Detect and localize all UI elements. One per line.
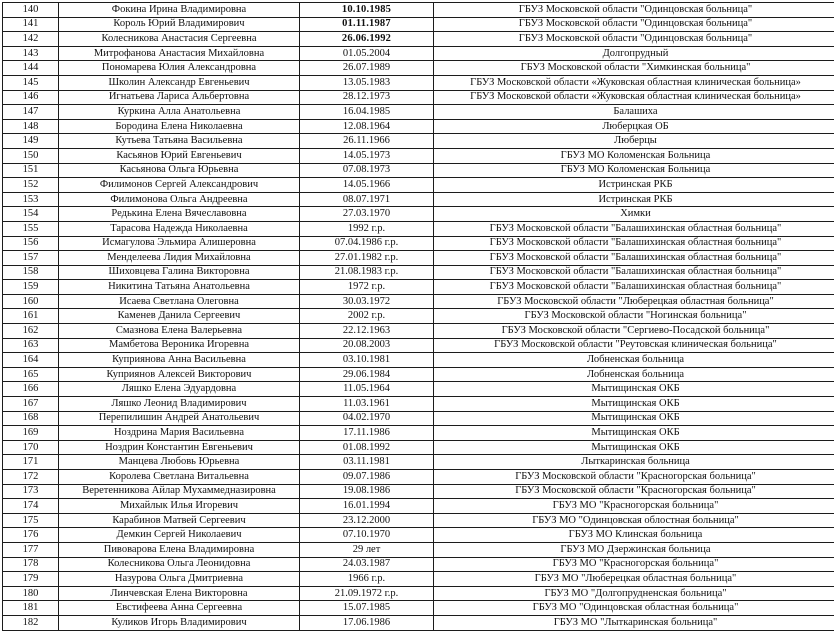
- row-number: 143: [3, 46, 59, 61]
- organization: ГБУЗ Московской области "Балашихинская областная больница": [434, 280, 834, 295]
- row-number: 168: [3, 411, 59, 426]
- organization: ГБУЗ МО "Люберецкая областная больница": [434, 572, 834, 587]
- table-row: [3, 105, 834, 120]
- row-number: 150: [3, 148, 59, 163]
- person-name: Ляшко Леонид Владимирович: [59, 397, 300, 412]
- person-name: Король Юрий Владимирович: [59, 17, 300, 32]
- organization: ГБУЗ Московской области "Сергиево-Посадской больница": [434, 324, 834, 339]
- organization: ГБУЗ МО "Красногорская больница": [434, 499, 834, 514]
- organization: Химки: [434, 207, 834, 222]
- organization: ГБУЗ Московской области "Балашихинская областная больница": [434, 236, 834, 251]
- row-number: 159: [3, 280, 59, 295]
- person-name: Каменев Данила Сергеевич: [59, 309, 300, 324]
- organization: Лыткаринская больница: [434, 455, 834, 470]
- row-number: 148: [3, 119, 59, 134]
- organization: ГБУЗ Московской области "Реутовская клиническая больница": [434, 338, 834, 353]
- row-number: 173: [3, 484, 59, 499]
- row-number: 152: [3, 178, 59, 193]
- birth-date: 1966 г.р.: [300, 572, 434, 587]
- table-row: [3, 192, 834, 207]
- row-number: 165: [3, 367, 59, 382]
- birth-date: 17.11.1986: [300, 426, 434, 441]
- row-number: 174: [3, 499, 59, 514]
- organization: ГБУЗ Московской области "Ногинская больница": [434, 309, 834, 324]
- person-name: Куприянов Алексей Викторович: [59, 367, 300, 382]
- birth-date: 12.08.1964: [300, 119, 434, 134]
- organization: ГБУЗ Московской области "Химкинская больница": [434, 61, 834, 76]
- row-number: 146: [3, 90, 59, 105]
- row-number: 171: [3, 455, 59, 470]
- person-name: Никитина Татьяна Анатольевна: [59, 280, 300, 295]
- person-name: Куркина Алла Анатольевна: [59, 105, 300, 120]
- organization: ГБУЗ Московской области "Одинцовская больница": [434, 17, 834, 32]
- birth-date: 14.05.1966: [300, 178, 434, 193]
- table-row: [3, 440, 834, 455]
- row-number: 177: [3, 542, 59, 557]
- table-row: [3, 557, 834, 572]
- person-name: Фокина Ирина Владимировна: [59, 3, 300, 18]
- table-row: [3, 119, 834, 134]
- birth-date: 14.05.1973: [300, 148, 434, 163]
- birth-date: 03.11.1981: [300, 455, 434, 470]
- row-number: 181: [3, 601, 59, 616]
- row-number: 164: [3, 353, 59, 368]
- row-number: 160: [3, 294, 59, 309]
- birth-date: 20.08.2003: [300, 338, 434, 353]
- person-name: Тарасова Надежда Николаевна: [59, 221, 300, 236]
- birth-date: 17.06.1986: [300, 615, 434, 630]
- table-row: [3, 470, 834, 485]
- row-number: 141: [3, 17, 59, 32]
- birth-date: 19.08.1986: [300, 484, 434, 499]
- table-row: [3, 309, 834, 324]
- table-row: [3, 615, 834, 630]
- person-name: Школин Александр Евгеньевич: [59, 75, 300, 90]
- organization: Мытищинская ОКБ: [434, 411, 834, 426]
- table-row: [3, 61, 834, 76]
- row-number: 151: [3, 163, 59, 178]
- table-row: [3, 324, 834, 339]
- table-row: [3, 426, 834, 441]
- person-name: Касьянов Юрий Евгеньевич: [59, 148, 300, 163]
- person-name: Митрофанова Анастасия Михайловна: [59, 46, 300, 61]
- row-number: 178: [3, 557, 59, 572]
- row-number: 144: [3, 61, 59, 76]
- organization: ГБУЗ Московской области "Красногорская больница": [434, 484, 834, 499]
- person-name: Михайлык Илья Игоревич: [59, 499, 300, 514]
- row-number: 167: [3, 397, 59, 412]
- table-row: [3, 178, 834, 193]
- row-number: 175: [3, 513, 59, 528]
- birth-date: 27.01.1982 г.р.: [300, 251, 434, 266]
- organization: ГБУЗ МО "Долгопрудненская больница": [434, 586, 834, 601]
- person-name: Бородина Елена Николаевна: [59, 119, 300, 134]
- people-table: [2, 2, 834, 631]
- row-number: 163: [3, 338, 59, 353]
- organization: Мытищинская ОКБ: [434, 426, 834, 441]
- row-number: 142: [3, 32, 59, 47]
- birth-date: 21.08.1983 г.р.: [300, 265, 434, 280]
- organization: Лобненская больница: [434, 353, 834, 368]
- birth-date: 26.06.1992: [300, 32, 434, 47]
- table-row: [3, 455, 834, 470]
- organization: ГБУЗ Московской области «Жуковская областная клиническая больница»: [434, 90, 834, 105]
- person-name: Исмагулова Эльмира Алишеровна: [59, 236, 300, 251]
- person-name: Перепилишин Андрей Анатольевич: [59, 411, 300, 426]
- table-row: [3, 221, 834, 236]
- table-row: [3, 251, 834, 266]
- organization: Лобненская больница: [434, 367, 834, 382]
- person-name: Веретенникова Айлар Мухаммедназировна: [59, 484, 300, 499]
- table-row: [3, 499, 834, 514]
- table-row: [3, 280, 834, 295]
- table-row: [3, 513, 834, 528]
- birth-date: 29 лет: [300, 542, 434, 557]
- birth-date: 22.12.1963: [300, 324, 434, 339]
- person-name: Пономарева Юлия Александровна: [59, 61, 300, 76]
- organization: ГБУЗ Московской области "Одинцовская больница": [434, 3, 834, 18]
- birth-date: 23.12.2000: [300, 513, 434, 528]
- birth-date: 1972 г.р.: [300, 280, 434, 295]
- organization: ГБУЗ МО Коломенская Больница: [434, 148, 834, 163]
- table-row: [3, 90, 834, 105]
- organization: ГБУЗ Московской области "Одинцовская больница": [434, 32, 834, 47]
- organization: ГБУЗ МО Клинская больница: [434, 528, 834, 543]
- row-number: 154: [3, 207, 59, 222]
- table-row: [3, 484, 834, 499]
- organization: ГБУЗ Московской области "Балашихинская областная больница": [434, 251, 834, 266]
- person-name: Исаева Светлана Олеговна: [59, 294, 300, 309]
- row-number: 147: [3, 105, 59, 120]
- birth-date: 08.07.1971: [300, 192, 434, 207]
- person-name: Колесникова Анастасия Сергеевна: [59, 32, 300, 47]
- row-number: 158: [3, 265, 59, 280]
- row-number: 161: [3, 309, 59, 324]
- person-name: Филимонова Ольга Андреевна: [59, 192, 300, 207]
- birth-date: 2002 г.р.: [300, 309, 434, 324]
- row-number: 145: [3, 75, 59, 90]
- row-number: 140: [3, 3, 59, 18]
- person-name: Смазнова Елена Валерьевна: [59, 324, 300, 339]
- organization: Люберцы: [434, 134, 834, 149]
- person-name: Колесникова Ольга Леонидовна: [59, 557, 300, 572]
- birth-date: 07.10.1970: [300, 528, 434, 543]
- table-row: [3, 17, 834, 32]
- birth-date: 07.08.1973: [300, 163, 434, 178]
- table-row: [3, 236, 834, 251]
- person-name: Мамбетова Вероника Игоревна: [59, 338, 300, 353]
- table-row: [3, 207, 834, 222]
- person-name: Королева Светлана Витальевна: [59, 470, 300, 485]
- table-row: [3, 572, 834, 587]
- birth-date: 13.05.1983: [300, 75, 434, 90]
- person-name: Редькина Елена Вячеславовна: [59, 207, 300, 222]
- birth-date: 03.10.1981: [300, 353, 434, 368]
- person-name: Игнатьева Лариса Альбертовна: [59, 90, 300, 105]
- row-number: 170: [3, 440, 59, 455]
- organization: Мытищинская ОКБ: [434, 382, 834, 397]
- table-row: [3, 528, 834, 543]
- table-row: [3, 601, 834, 616]
- table-row: [3, 411, 834, 426]
- person-name: Линчевская Елена Викторовна: [59, 586, 300, 601]
- birth-date: 01.11.1987: [300, 17, 434, 32]
- birth-date: 10.10.1985: [300, 3, 434, 18]
- birth-date: 24.03.1987: [300, 557, 434, 572]
- birth-date: 21.09.1972 г.р.: [300, 586, 434, 601]
- birth-date: 30.03.1972: [300, 294, 434, 309]
- table-row: [3, 75, 834, 90]
- birth-date: 29.06.1984: [300, 367, 434, 382]
- person-name: Ноздрин Константин Евгеньевич: [59, 440, 300, 455]
- birth-date: 11.03.1961: [300, 397, 434, 412]
- table-row: [3, 46, 834, 61]
- table-row: [3, 542, 834, 557]
- person-name: Шиховцева Галина Викторовна: [59, 265, 300, 280]
- birth-date: 16.01.1994: [300, 499, 434, 514]
- table-row: [3, 367, 834, 382]
- birth-date: 07.04.1986 г.р.: [300, 236, 434, 251]
- birth-date: 04.02.1970: [300, 411, 434, 426]
- birth-date: 01.08.1992: [300, 440, 434, 455]
- person-name: Филимонов Сергей Александрович: [59, 178, 300, 193]
- organization: ГБУЗ Московской области "Красногорская больница": [434, 470, 834, 485]
- organization: ГБУЗ Московской области "Балашихинская областная больница": [434, 221, 834, 236]
- table-row: [3, 163, 834, 178]
- organization: ГБУЗ Московской области "Балашихинская областная больница": [434, 265, 834, 280]
- organization: ГБУЗ Московской области «Жуковская областная клиническая больница»: [434, 75, 834, 90]
- person-name: Куликов Игорь Владимирович: [59, 615, 300, 630]
- person-name: Демкин Сергей Николаевич: [59, 528, 300, 543]
- person-name: Евстифеева Анна Сергеевна: [59, 601, 300, 616]
- row-number: 176: [3, 528, 59, 543]
- organization: ГБУЗ МО "Одинцовская облостная больница": [434, 513, 834, 528]
- row-number: 149: [3, 134, 59, 149]
- organization: Балашиха: [434, 105, 834, 120]
- table-row: [3, 3, 834, 18]
- table-row: [3, 294, 834, 309]
- table-row: [3, 382, 834, 397]
- organization: Истринская РКБ: [434, 192, 834, 207]
- row-number: 166: [3, 382, 59, 397]
- table-row: [3, 338, 834, 353]
- table-row: [3, 32, 834, 47]
- person-name: Менделеева Лидия Михайловна: [59, 251, 300, 266]
- row-number: 182: [3, 615, 59, 630]
- row-number: 179: [3, 572, 59, 587]
- table-row: [3, 134, 834, 149]
- row-number: 169: [3, 426, 59, 441]
- person-name: Пивоварова Елена Владимировна: [59, 542, 300, 557]
- person-name: Касьянова Ольга Юрьевна: [59, 163, 300, 178]
- person-name: Ноздрина Мария Васильевна: [59, 426, 300, 441]
- organization: Долгопрудный: [434, 46, 834, 61]
- row-number: 180: [3, 586, 59, 601]
- birth-date: 26.07.1989: [300, 61, 434, 76]
- organization: Истринская РКБ: [434, 178, 834, 193]
- organization: Мытищинская ОКБ: [434, 440, 834, 455]
- row-number: 156: [3, 236, 59, 251]
- birth-date: 26.11.1966: [300, 134, 434, 149]
- table-row: [3, 397, 834, 412]
- organization: Люберцкая ОБ: [434, 119, 834, 134]
- organization: Мытищинская ОКБ: [434, 397, 834, 412]
- row-number: 157: [3, 251, 59, 266]
- table-row: [3, 148, 834, 163]
- birth-date: 11.05.1964: [300, 382, 434, 397]
- organization: ГБУЗ МО "Одинцовская областная больница": [434, 601, 834, 616]
- people-table-body: [3, 3, 834, 631]
- organization: ГБУЗ МО "Лыткаринская больница": [434, 615, 834, 630]
- birth-date: 01.05.2004: [300, 46, 434, 61]
- table-row: [3, 353, 834, 368]
- row-number: 172: [3, 470, 59, 485]
- person-name: Манцева Любовь Юрьевна: [59, 455, 300, 470]
- person-name: Назурова Ольга Дмитриевна: [59, 572, 300, 587]
- birth-date: 27.03.1970: [300, 207, 434, 222]
- birth-date: 15.07.1985: [300, 601, 434, 616]
- row-number: 153: [3, 192, 59, 207]
- table-row: [3, 265, 834, 280]
- organization: ГБУЗ Московской области "Люберецкая областная больница": [434, 294, 834, 309]
- person-name: Ляшко Елена Эдуардовна: [59, 382, 300, 397]
- organization: ГБУЗ МО Дзержинская больница: [434, 542, 834, 557]
- person-name: Кутьева Татьяна Васильевна: [59, 134, 300, 149]
- birth-date: 09.07.1986: [300, 470, 434, 485]
- person-name: Карабинов Матвей Сергеевич: [59, 513, 300, 528]
- birth-date: 28.12.1973: [300, 90, 434, 105]
- row-number: 155: [3, 221, 59, 236]
- person-name: Куприянова Анна Васильевна: [59, 353, 300, 368]
- organization: ГБУЗ МО "Красногорская больница": [434, 557, 834, 572]
- birth-date: 1992 г.р.: [300, 221, 434, 236]
- table-row: [3, 586, 834, 601]
- birth-date: 16.04.1985: [300, 105, 434, 120]
- organization: ГБУЗ МО Коломенская Больница: [434, 163, 834, 178]
- row-number: 162: [3, 324, 59, 339]
